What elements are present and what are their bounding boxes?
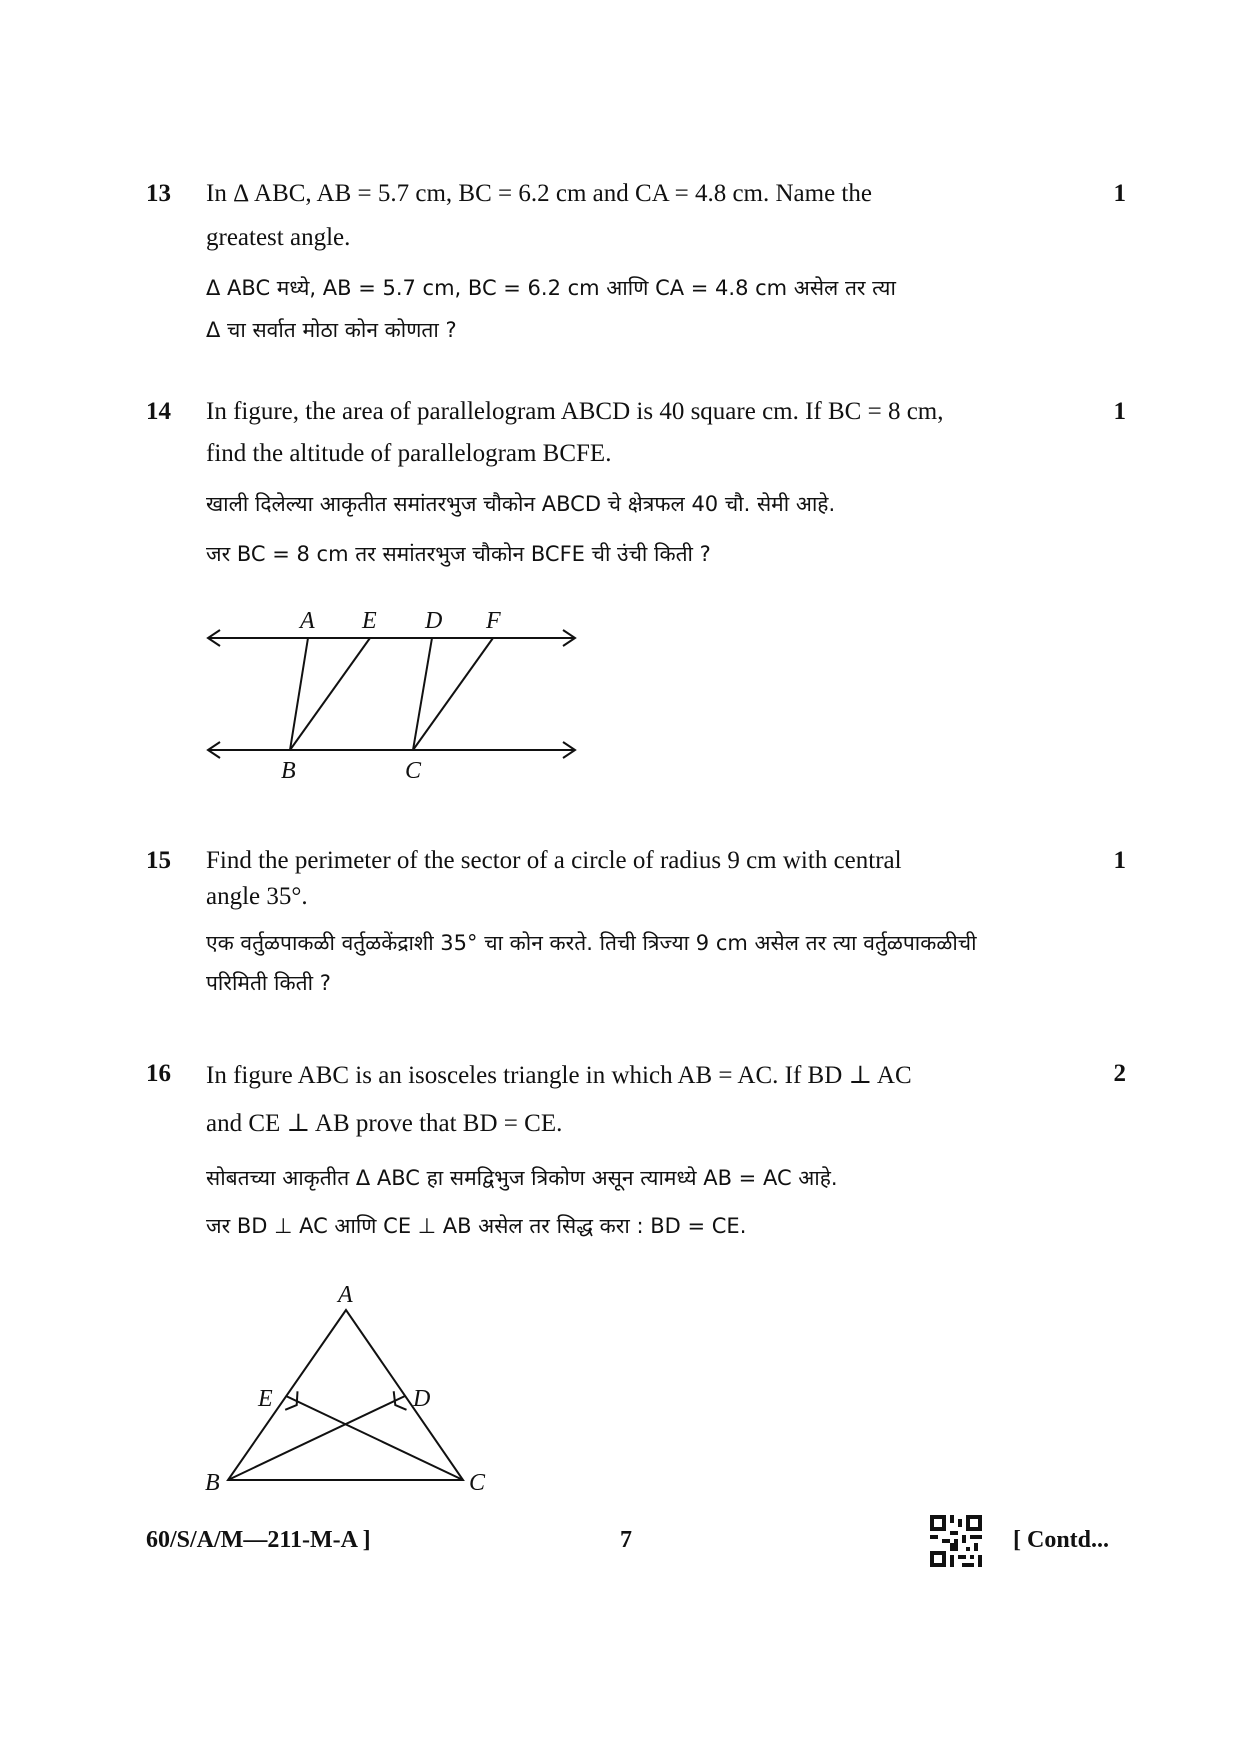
question-text-en: In figure, the area of parallelogram ABCD is 40 square cm. If BC = 8 cm, — [206, 398, 944, 425]
question-text-en: greatest angle. — [206, 224, 351, 251]
question-marks: 1 — [1113, 180, 1126, 207]
qr-code-icon — [930, 1515, 982, 1567]
question-text-en: Find the perimeter of the sector of a circle of radius 9 cm with central — [206, 847, 902, 874]
parallelogram-figure — [200, 600, 590, 800]
question-text-mr: खाली दिलेल्या आकृतीत समांतरभुज चौकोन ABCD चे क्षेत्रफल 40 चौ. सेमी आहे. — [206, 492, 836, 516]
question-text-en: angle 35°. — [206, 883, 308, 910]
question-marks: 1 — [1113, 847, 1126, 874]
question-number: 13 — [146, 180, 171, 207]
question-marks: 1 — [1113, 398, 1126, 425]
question-number: 16 — [146, 1060, 171, 1087]
question-text-mr: परिमिती किती ? — [206, 971, 331, 995]
question-text-mr: Δ चा सर्वात मोठा कोन कोणता ? — [206, 318, 457, 342]
label-C: C — [469, 1470, 486, 1496]
page-number: 7 — [620, 1527, 632, 1553]
question-marks: 2 — [1113, 1060, 1126, 1087]
label-B: B — [281, 758, 296, 784]
question-text-mr: जर BD ⊥ AC आणि CE ⊥ AB असेल तर सिद्ध करा : BD = CE. — [206, 1214, 747, 1238]
label-D: D — [425, 608, 443, 634]
question-text-mr: Δ ABC मध्ये, AB = 5.7 cm, BC = 6.2 cm आणि CA = 4.8 cm असेल तर त्या — [206, 276, 896, 300]
label-B: B — [205, 1470, 220, 1496]
label-A: A — [300, 608, 315, 634]
label-E: E — [362, 608, 377, 634]
question-text-en: find the altitude of parallelogram BCFE. — [206, 440, 612, 467]
question-text-en: In Δ ABC, AB = 5.7 cm, BC = 6.2 cm and CA = 4.8 cm. Name the — [206, 180, 872, 207]
paper-code: 60/S/A/M—211-M-A ] — [146, 1527, 371, 1553]
label-F: F — [486, 608, 501, 634]
question-text-en: In figure ABC is an isosceles triangle in which AB = AC. If BD ⊥ AC — [206, 1062, 912, 1089]
label-E: E — [258, 1386, 273, 1412]
label-C: C — [405, 758, 422, 784]
label-A: A — [338, 1282, 353, 1308]
question-text-mr: सोबतच्या आकृतीत Δ ABC हा समद्विभुज त्रिकोण असून त्यामध्ये AB = AC आहे. — [206, 1166, 838, 1190]
continued-label: [ Contd... — [1013, 1527, 1110, 1553]
question-text-en: and CE ⊥ AB prove that BD = CE. — [206, 1110, 563, 1137]
question-number: 14 — [146, 398, 171, 425]
isosceles-triangle-figure — [200, 1278, 500, 1508]
question-number: 15 — [146, 847, 171, 874]
question-text-mr: जर BC = 8 cm तर समांतरभुज चौकोन BCFE ची उंची किती ? — [206, 542, 711, 566]
label-D: D — [413, 1386, 431, 1412]
question-text-mr: एक वर्तुळपाकळी वर्तुळकेंद्राशी 35° चा कोन करते. तिची त्रिज्या 9 cm असेल तर त्या वर्तुळपाकळीची — [206, 931, 977, 955]
